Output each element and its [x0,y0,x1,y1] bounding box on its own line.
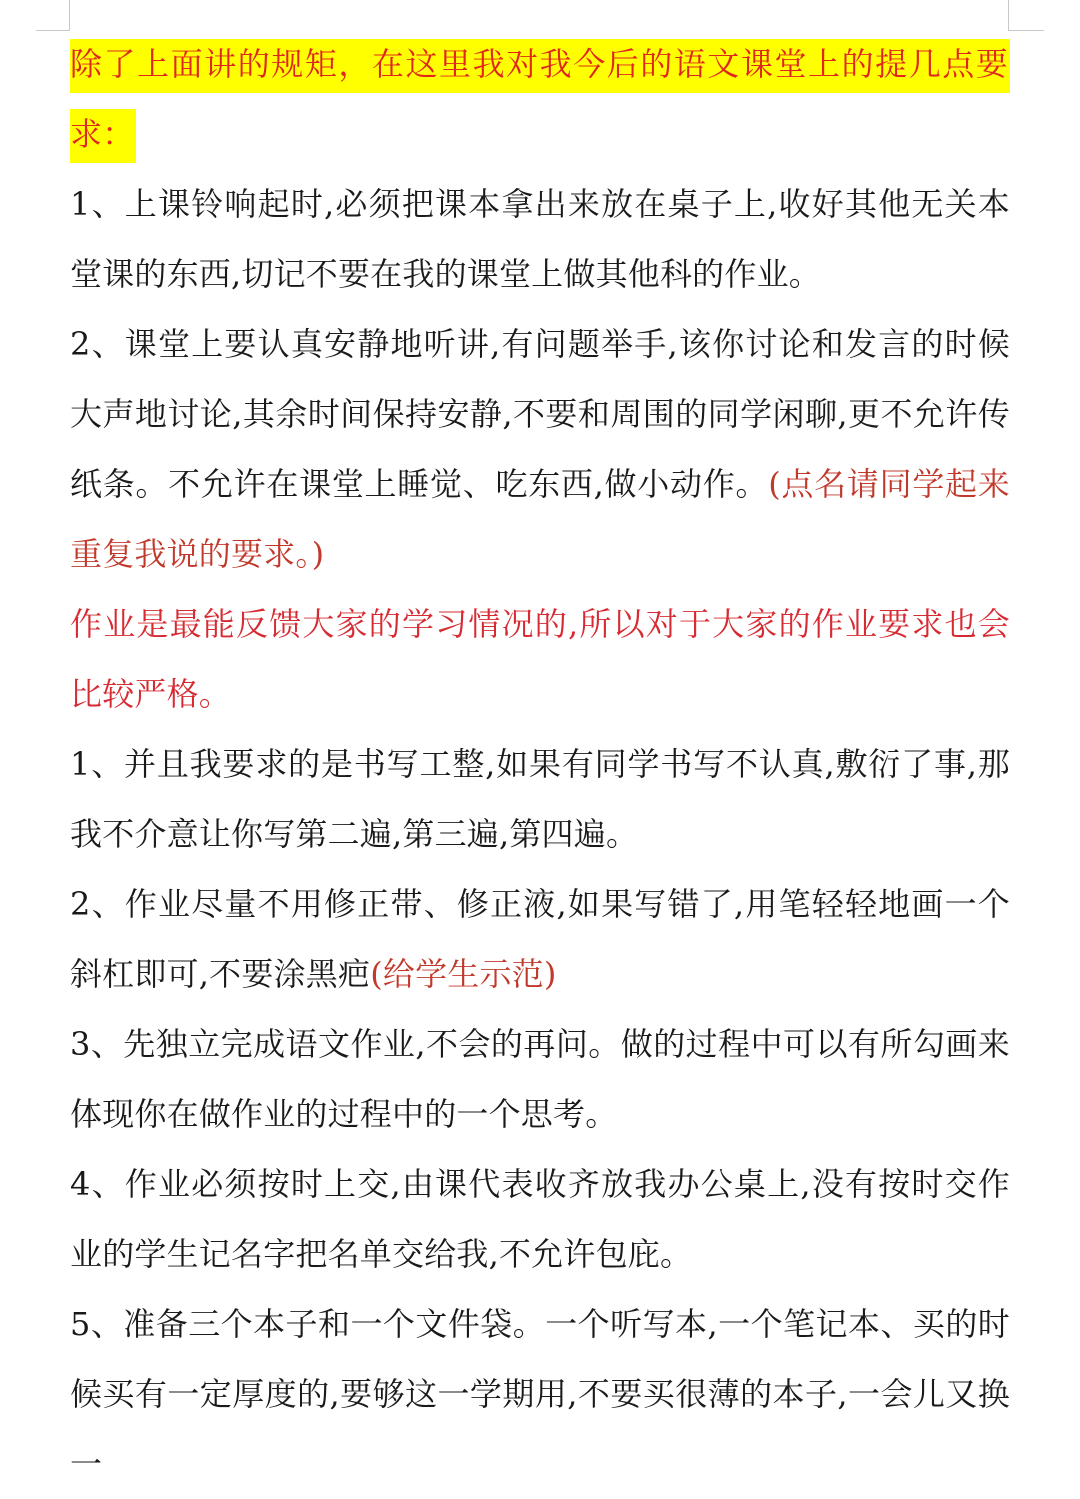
rule-paragraph [70,869,1010,1009]
margin-corner-mark [1008,30,1044,31]
rule-paragraph [70,309,1010,589]
rule-paragraph [70,169,1010,309]
rule-paragraph [70,1009,1010,1149]
heading-paragraph [70,29,1010,169]
paragraph-text: 4、作业必须按时上交,由课代表收齐放我办公桌上,没有按时交作业的学生记名字把名单交给我,不允许包庇。 [70,1165,1010,1273]
margin-corner-mark [1008,0,1009,30]
paragraph-text: 3、先独立完成语文作业,不会的再问。做的过程中可以有所勾画来体现你在做作业的过程中的一个思考。 [70,1025,1010,1133]
margin-corner-mark [36,30,70,31]
paragraph-text: 2、作业尽量不用修正带、修正液,如果写错了,用笔轻轻地画一个斜杠即可,不要涂黑疤 [70,885,1010,993]
paragraph-text: 1、并且我要求的是书写工整,如果有同学书写不认真,敷衍了事,那我不介意让你写第二遍,第三遍,第四遍。 [70,745,1010,853]
teacher-note: (点名请同学起来重复我说的要求。) [70,465,1010,573]
highlighted-heading: 除了上面讲的规矩，在这里我对我今后的语文课堂上的提几点要求： [70,39,1010,163]
paragraph-text: 1、上课铃响起时,必须把课本拿出来放在桌子上,收好其他无关本堂课的东西,切记不要在我的课堂上做其他科的作业。 [70,185,1010,293]
rule-paragraph [70,729,1010,869]
paragraph-text: 5、准备三个本子和一个文件袋。一个听写本,一个笔记本、买的时候买有一定厚度的,要够这一学期用,不要买很薄的本子,一会儿又换一 [70,1305,1010,1483]
homework-intro-text: 作业是最能反馈大家的学习情况的,所以对于大家的作业要求也会比较严格。 [70,605,1010,713]
paragraph-text: 2、课堂上要认真安静地听讲,有问题举手,该你讨论和发言的时候大声地讨论,其余时间保持安静,不要和周围的同学闲聊,更不允许传纸条。不允许在课堂上睡觉、吃东西,做小动作。 [70,325,1010,503]
margin-corner-mark [69,0,70,30]
rule-paragraph [70,1289,1010,1499]
teacher-note: (给学生示范) [370,955,557,993]
rule-paragraph [70,1149,1010,1289]
document-body [70,29,1010,1499]
homework-intro-paragraph [70,589,1010,729]
